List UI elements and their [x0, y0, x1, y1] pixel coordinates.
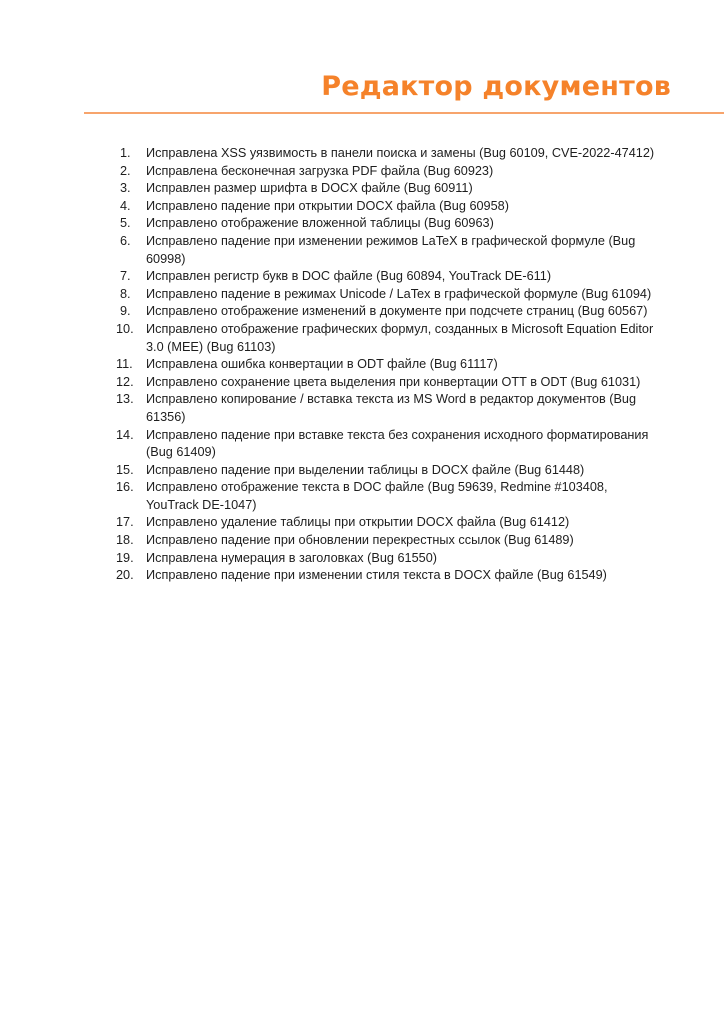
item-number: 20. [116, 568, 134, 583]
list-item [120, 268, 660, 286]
list-item [116, 427, 660, 462]
list-item [120, 180, 660, 198]
fix-list [116, 145, 660, 585]
item-number: 16. [116, 480, 134, 495]
section-title: Редактор документов [321, 71, 671, 102]
list-item [116, 550, 660, 568]
item-text: Исправлен размер шрифта в DOCX файле (Bug 60911) [146, 181, 473, 196]
item-text: Исправлено отображение вложенной таблицы (Bug 60963) [146, 216, 494, 231]
item-text: Исправлено удаление таблицы при открытии DOCX файла (Bug 61412) [146, 515, 570, 530]
item-text: Исправлено копирование / вставка текста из MS Word в редактор документов (Bug 61356) [146, 392, 637, 424]
item-number: 7. [120, 269, 131, 284]
item-text: Исправлено падение при обновлении перекрестных ссылок (Bug 61489) [146, 533, 574, 548]
item-text: Исправлено отображение текста в DOC файле (Bug 59639, Redmine #103408, YouTrack DE-1047) [146, 480, 608, 512]
list-item [116, 567, 660, 585]
item-number: 13. [116, 392, 134, 407]
list-item [120, 198, 660, 216]
list-item [120, 233, 660, 268]
item-number: 19. [116, 550, 134, 565]
list-item [116, 462, 660, 480]
list-item [116, 374, 660, 392]
item-number: 6. [120, 233, 131, 248]
item-text: Исправлено падение при выделении таблицы в DOCX файле (Bug 61448) [146, 462, 585, 477]
item-number: 15. [116, 462, 134, 477]
item-text: Исправлен регистр букв в DOC файле (Bug 60894, YouTrack DE-611) [146, 269, 552, 284]
list-item [116, 532, 660, 550]
item-number: 18. [116, 533, 134, 548]
item-number: 1. [120, 146, 131, 160]
list-item [120, 286, 660, 304]
item-text: Исправлено сохранение цвета выделения при конвертации OTT в ODT (Bug 61031) [146, 374, 641, 389]
item-number: 11. [116, 357, 133, 372]
item-text: Исправлено отображение изменений в документе при подсчете страниц (Bug 60567) [146, 304, 648, 319]
list-item [116, 479, 660, 514]
item-number: 10. [116, 321, 134, 336]
item-text: Исправлено падение в режимах Unicode / LaTex в графической формуле (Bug 61094) [146, 286, 652, 301]
item-number: 9. [120, 304, 131, 319]
item-number: 4. [120, 198, 131, 213]
list-item [120, 215, 660, 233]
list-item [120, 303, 660, 321]
item-text: Исправлена ошибка конвертации в ODT файле (Bug 61117) [146, 357, 498, 372]
item-text: Исправлена XSS уязвимость в панели поиска и замены (Bug 60109, CVE-2022-47412) [146, 146, 655, 160]
item-text: Исправлена бесконечная загрузка PDF файла (Bug 60923) [146, 163, 494, 178]
list-item [116, 356, 660, 374]
item-number: 5. [120, 216, 131, 231]
item-number: 2. [120, 163, 131, 178]
item-text: Исправлено падение при вставке текста без сохранения исходного форматирования (Bug 61409) [146, 427, 649, 460]
list-item [120, 145, 660, 163]
item-text: Исправлена нумерация в заголовках (Bug 61550) [146, 550, 437, 565]
list-item [120, 163, 660, 181]
item-text: Исправлено падение при изменении режимов LaTeX в графической формуле (Bug 60998) [146, 233, 636, 266]
item-number: 3. [120, 181, 131, 196]
list-item [116, 391, 660, 426]
list-item [116, 514, 660, 532]
item-number: 14. [116, 427, 134, 442]
item-number: 17. [116, 515, 134, 530]
title-divider [84, 112, 724, 114]
item-number: 8. [120, 286, 131, 301]
item-text: Исправлено падение при изменении стиля текста в DOCX файле (Bug 61549) [146, 568, 607, 583]
item-text: Исправлено отображение графических формул, созданных в Microsoft Equation Editor 3.0 (MEE) (Bug 61103) [146, 321, 654, 354]
list-item [116, 321, 660, 356]
item-number: 12. [116, 374, 134, 389]
item-text: Исправлено падение при открытии DOCX файла (Bug 60958) [146, 198, 509, 213]
